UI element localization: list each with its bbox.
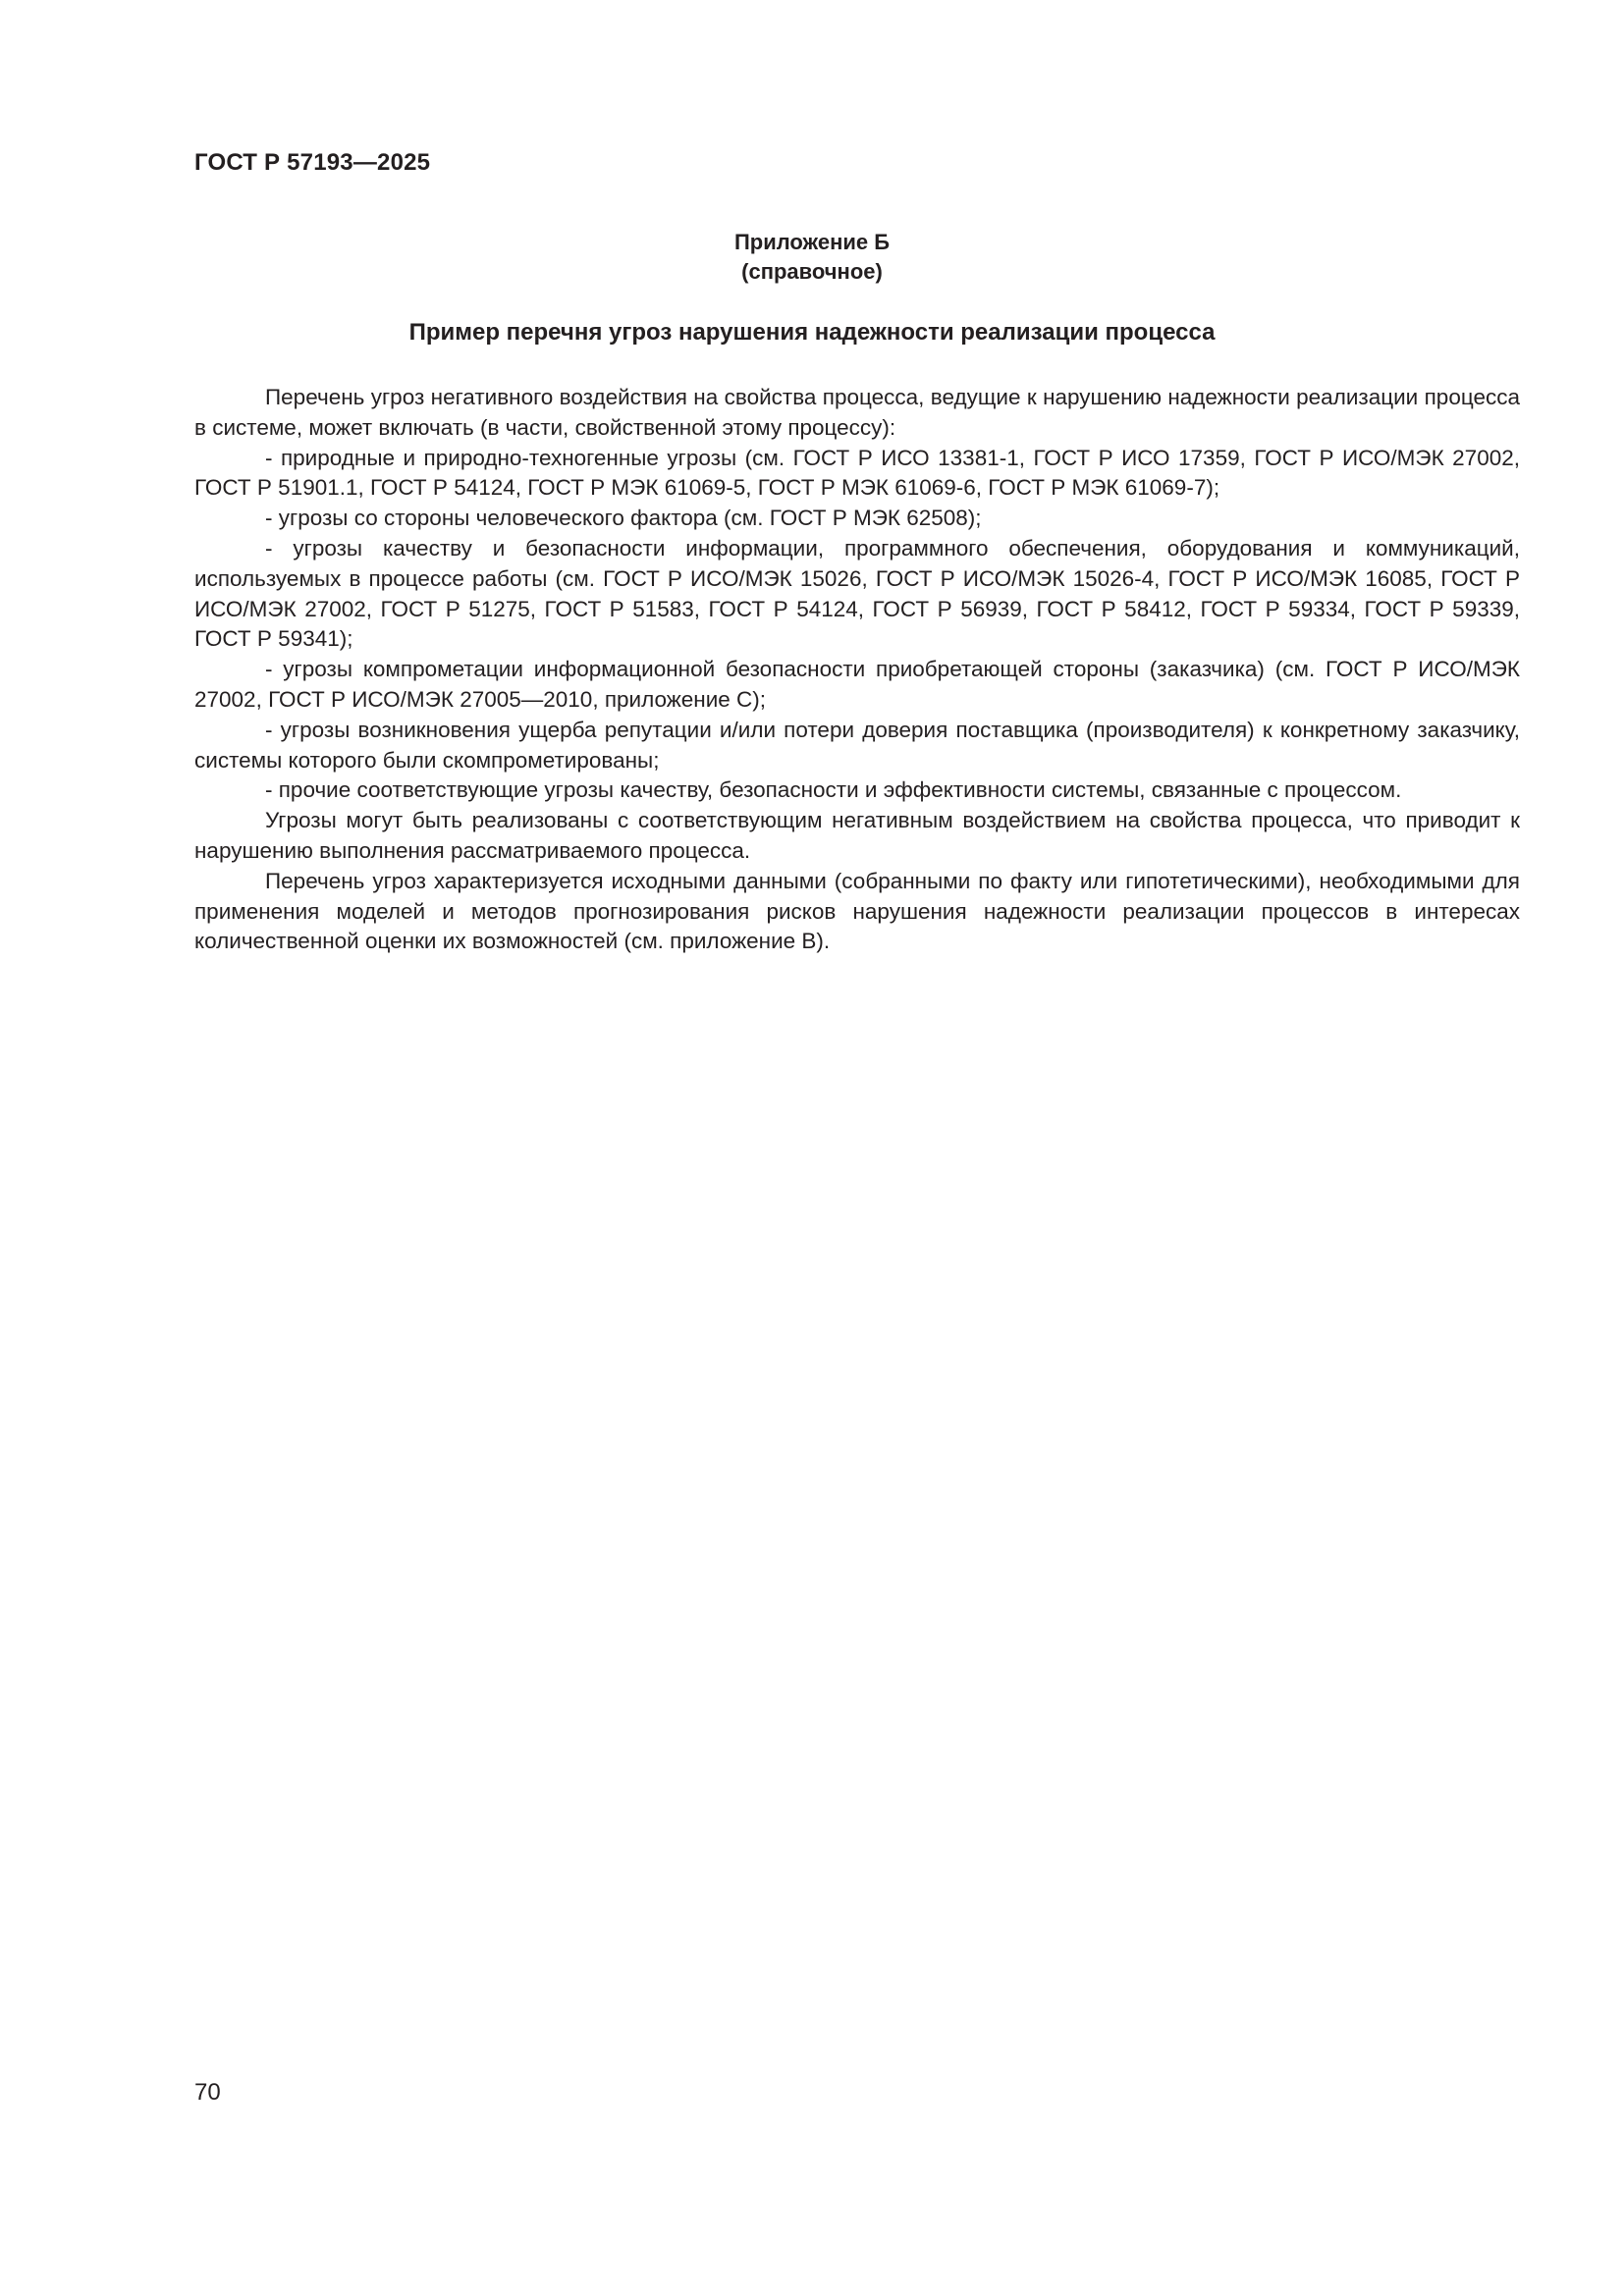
list-item-human-factor: - угрозы со стороны человеческого фактора (см. ГОСТ Р МЭК 62508); — [265, 506, 982, 531]
page-number: 70 — [194, 2079, 221, 2106]
list-item-compromise-customer: - угрозы компрометации информационной безопасности приобретающей стороны (заказчика) (см. ГОСТ Р ИСО/МЭК 27002, ГОСТ Р ИСО/МЭК 27005—2010, приложение С); — [194, 657, 1520, 712]
paragraph-characterization: Перечень угроз характеризуется исходными данными (собранными по факту или гипотетическими), необходимыми для применения моделей и методов прогнозирования рисков нарушения надежности реализации процессов в интересах количественной оценки их возможностей (см. приложение В). — [194, 868, 1520, 954]
body-text — [194, 383, 1520, 957]
list-item-natural-threats: - природные и природно-техногенные угрозы (см. ГОСТ Р ИСО 13381-1, ГОСТ Р ИСО 17359, ГОСТ Р ИСО/МЭК 27002, ГОСТ Р 51901.1, ГОСТ Р 54124, ГОСТ Р МЭК 61069-5, ГОСТ Р МЭК 61069-6, ГОСТ Р МЭК 61069-7); — [194, 445, 1520, 501]
list-item-information-quality: - угрозы качеству и безопасности информации, программного обеспечения, оборудования и коммуникаций, используемых в процессе работы (см. ГОСТ Р ИСО/МЭК 15026, ГОСТ Р ИСО/МЭК 15026-4, ГОСТ Р ИСО/МЭК 16085, ГОСТ Р ИСО/МЭК 27002, ГОСТ Р 51275, ГОСТ Р 51583, ГОСТ Р 54124, ГОСТ Р 56939, ГОСТ Р 58412, ГОСТ Р 59334, ГОСТ Р 59339, ГОСТ Р 59341); — [194, 535, 1520, 652]
appendix-heading — [0, 228, 1624, 287]
appendix-label: Приложение Б — [733, 230, 891, 254]
list-item-other-threats: - прочие соответствующие угрозы качеству, безопасности и эффективности системы, связанные с процессом. — [265, 777, 1402, 803]
section-title: Пример перечня угроз нарушения надежности реализации процесса — [408, 319, 1216, 346]
paragraph-realization: Угрозы могут быть реализованы с соответствующим негативным воздействием на свойства процесса, что приводит к нарушению выполнения рассматриваемого процесса. — [194, 808, 1520, 863]
list-item-reputation-damage: - угрозы возникновения ущерба репутации и/или потери доверия поставщика (производителя) к конкретному заказчику, системы которого были скомпрометированы; — [194, 717, 1520, 773]
appendix-type: (справочное) — [741, 259, 883, 284]
document-code: ГОСТ Р 57193—2025 — [194, 149, 431, 176]
paragraph-intro: Перечень угроз негативного воздействия на свойства процесса, ведущие к нарушению надежности реализации процесса в системе, может включать (в части, свойственной этому процессу): — [194, 385, 1520, 440]
